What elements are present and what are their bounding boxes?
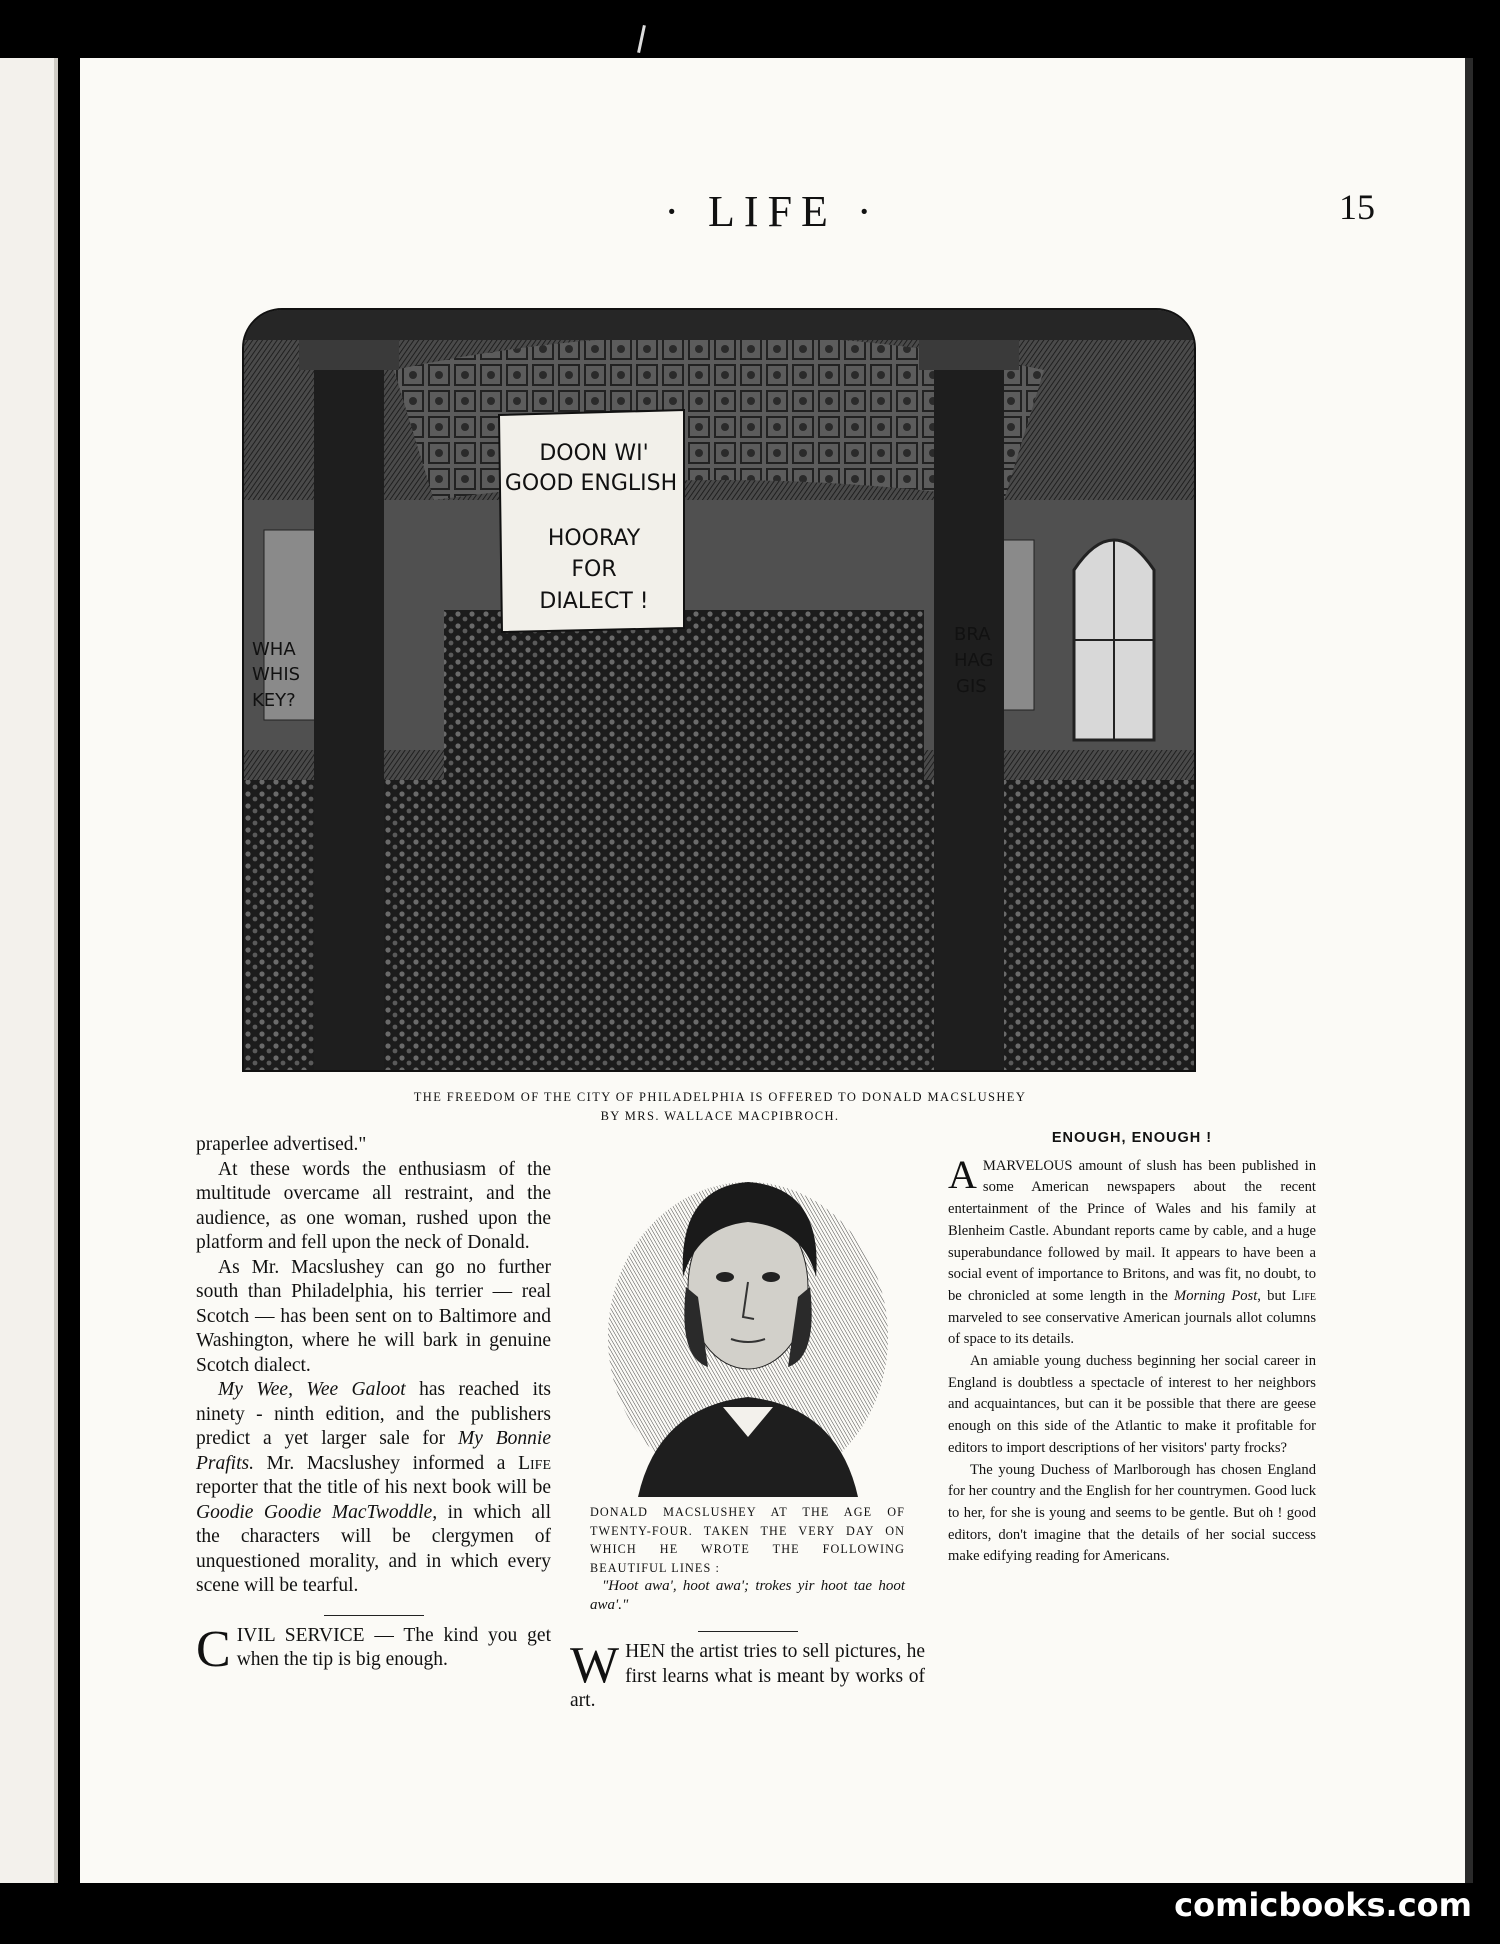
banner-line-1: DOON WI' xyxy=(539,441,649,466)
illustration-caption xyxy=(240,1088,1200,1126)
left-sign-line-3: KEY? xyxy=(252,690,296,711)
text-span: , but xyxy=(1257,1287,1293,1304)
drop-cap: C xyxy=(196,1620,231,1678)
magazine-name: Life xyxy=(1292,1287,1316,1304)
text-span: in which all the characters will be clergymen of unquestioned morality, and in which every scene will be tearful. xyxy=(196,1501,551,1596)
paragraph: The young Duchess of Marlborough has chosen England for her country and the English for her countrymen. Good luck to her, for she is young and seems to be gentle. But oh ! good editors, don't imagine that the details of her social success make edifying reading for Americans. xyxy=(948,1461,1316,1565)
column-right xyxy=(948,1128,1316,1568)
portrait-engraving xyxy=(598,1137,898,1497)
caption-line-1: THE FREEDOM OF THE CITY OF PHILADELPHIA IS OFFERED TO DONALD MACSLUSHEY xyxy=(413,1090,1027,1104)
book-title: My Wee, Wee Galoot xyxy=(218,1379,406,1400)
facing-page-edge xyxy=(0,58,58,1883)
page-binding-edge xyxy=(1465,58,1473,1883)
left-sign-line-1: WHA xyxy=(252,639,296,660)
section-divider xyxy=(324,1615,424,1616)
drop-cap: A xyxy=(948,1151,977,1197)
artist-item xyxy=(570,1637,925,1714)
column-middle xyxy=(570,1133,925,1714)
portrait-drawing xyxy=(598,1137,898,1497)
text-span: MARVELOUS xyxy=(982,1157,1073,1174)
scan-mark xyxy=(637,25,646,53)
text-span: HEN the artist tries to sell pictures, he first learns what is meant by works of art. xyxy=(570,1641,925,1711)
page-header-title: · LIFE · xyxy=(664,187,881,236)
banner-line-4: FOR xyxy=(571,557,617,582)
banner-line-2: GOOD ENGLISH xyxy=(504,471,678,496)
paragraph: praperlee advertised." xyxy=(196,1134,367,1155)
right-sign-line-3: GIS xyxy=(956,676,987,697)
column-left xyxy=(196,1133,551,1678)
text-span: IVIL SERVICE — The kind you get when the tip is big enough. xyxy=(236,1624,551,1670)
magazine-name: Life xyxy=(518,1452,551,1474)
caption-line-2: BY MRS. WALLACE MACPIBROCH. xyxy=(600,1109,840,1123)
paragraph: An amiable young duchess beginning her social career in England is doubtless a spectacle of interest to her neighbors and acquaintances, but can it be possible that there are geese enough on this side of the Atlantic to make it profitable for editors to import descriptions of her visitors' party frocks? xyxy=(948,1353,1316,1456)
right-sign-line-1: BRA xyxy=(954,624,991,645)
text-span: Mr. Macslushey informed a xyxy=(253,1452,519,1474)
text-span: has reached its ninety - ninth edition, and the publishers predict a yet larger sale for xyxy=(196,1379,551,1449)
magazine-page xyxy=(80,58,1465,1883)
page-number: 15 xyxy=(1339,187,1375,227)
left-sign-line-2: WHIS xyxy=(252,664,301,685)
section-divider xyxy=(698,1631,798,1632)
text-span: reporter that the title of his next book will be xyxy=(196,1477,551,1498)
paragraph: At these words the enthusiasm of the multitude overcame all restraint, and the audience, as one woman, rushed upon the platform and fell upon the neck of Donald. xyxy=(196,1158,551,1253)
portrait-quote: "Hoot awa', hoot awa'; trokes yir hoot tae hoot awa'." xyxy=(590,1578,905,1613)
paragraph xyxy=(196,1378,551,1599)
newspaper-title: Morning Post xyxy=(1174,1287,1258,1304)
banner-line-3: HOORAY xyxy=(547,526,641,551)
portrait-caption: DONALD MACSLUSHEY AT THE AGE OF TWENTY-FOUR. TAKEN THE VERY DAY ON WHICH HE WROTE THE FOLLOWING BEAUTIFUL LINES : xyxy=(590,1505,905,1575)
text-span: marveled to see conservative American journals allot columns of space to its details. xyxy=(948,1309,1316,1348)
hall-scene-engraving xyxy=(244,310,1194,1070)
banner-line-5: DIALECT ! xyxy=(539,589,649,614)
drop-cap: W xyxy=(570,1637,620,1694)
text-span: amount of slush has been published in some American newspapers about the recent entertainment of the Prince of Wales and his family at Blenheim Castle. Abundant reports came by cable, and a huge superabundance followed by mail. It appears to have been a social event of importance to Britons, and was fit, no doubt, to be chronicled at some length in the xyxy=(948,1157,1316,1304)
site-watermark: comicbooks.com xyxy=(1174,1886,1472,1924)
civil-service-item xyxy=(196,1620,551,1678)
engraving-illustration xyxy=(242,308,1196,1072)
article-heading: ENOUGH, ENOUGH ! xyxy=(1051,1130,1213,1146)
book-title: My Bonnie Prafits. xyxy=(196,1428,551,1474)
paragraph: As Mr. Macslushey can go no further south than Philadelphia, his terrier — real Scotch — has been sent on to Baltimore and Washington, where he will bark in genuine Scotch dialect. xyxy=(196,1256,551,1376)
book-title: Goodie Goodie MacTwoddle, xyxy=(196,1501,438,1523)
paragraph xyxy=(948,1151,1316,1351)
right-sign-line-2: HAG xyxy=(954,650,994,671)
